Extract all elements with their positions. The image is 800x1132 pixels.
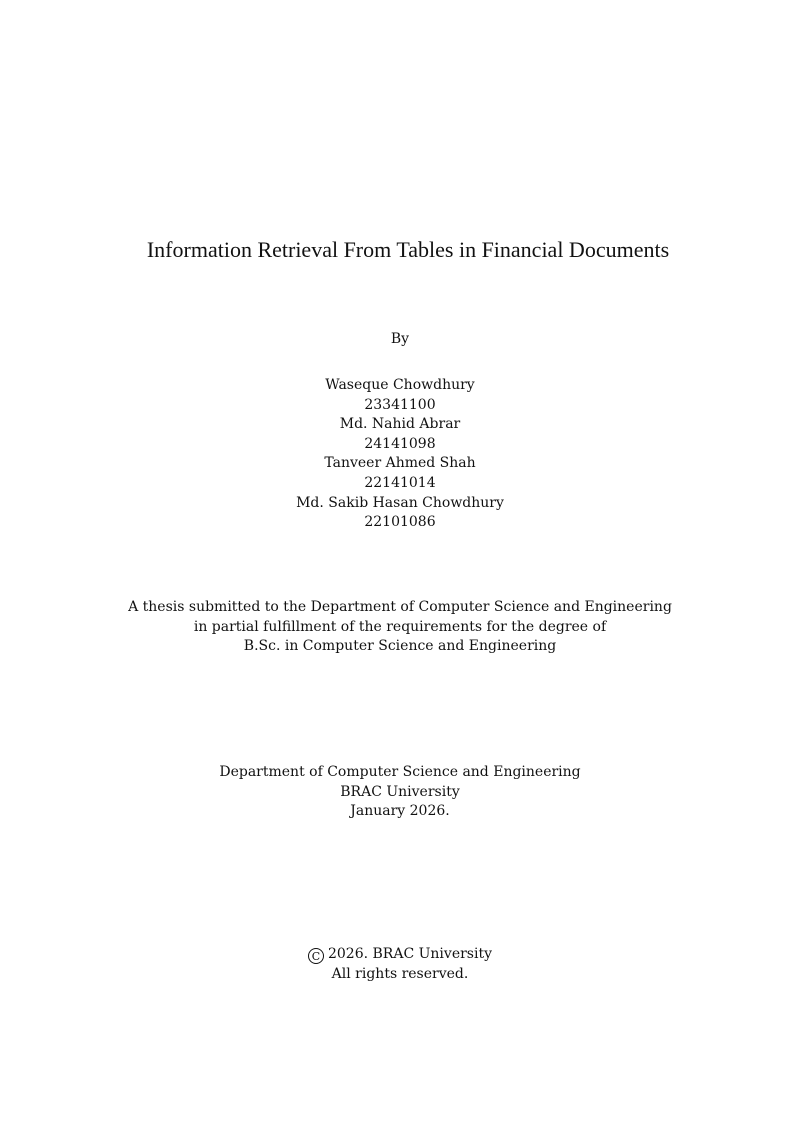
university-name: BRAC University — [340, 783, 460, 800]
author-list — [0, 376, 800, 533]
thesis-title: Information Retrieval From Tables in Financial Documents — [146, 237, 670, 262]
author-name: Md. Sakib Hasan Chowdhury — [296, 494, 504, 511]
author-id: 23341100 — [364, 396, 436, 413]
submission-statement — [0, 598, 800, 657]
author-id: 22141014 — [364, 474, 436, 491]
statement-line: B.Sc. in Computer Science and Engineering — [243, 638, 557, 655]
copyright-icon: C — [308, 948, 324, 964]
statement-line: A thesis submitted to the Department of Computer Science and Engineering — [128, 599, 672, 615]
copyright-line — [0, 945, 800, 965]
copyright-block — [0, 945, 800, 984]
author-name: Tanveer Ahmed Shah — [324, 455, 476, 472]
author-name: Md. Nahid Abrar — [339, 416, 461, 433]
department-name: Department of Computer Science and Engineering — [219, 764, 581, 780]
rights-text: All rights reserved. — [331, 965, 469, 982]
author-id: 22101086 — [364, 514, 436, 531]
submission-date: January 2026. — [350, 803, 450, 820]
by-label: By — [390, 331, 410, 347]
author-id: 24141098 — [364, 435, 436, 452]
department-block — [0, 763, 800, 822]
statement-line: in partial fulfillment of the requirements for the degree of — [193, 618, 607, 635]
copyright-text: 2026. BRAC University — [327, 946, 492, 962]
author-name: Waseque Chowdhury — [325, 377, 475, 393]
